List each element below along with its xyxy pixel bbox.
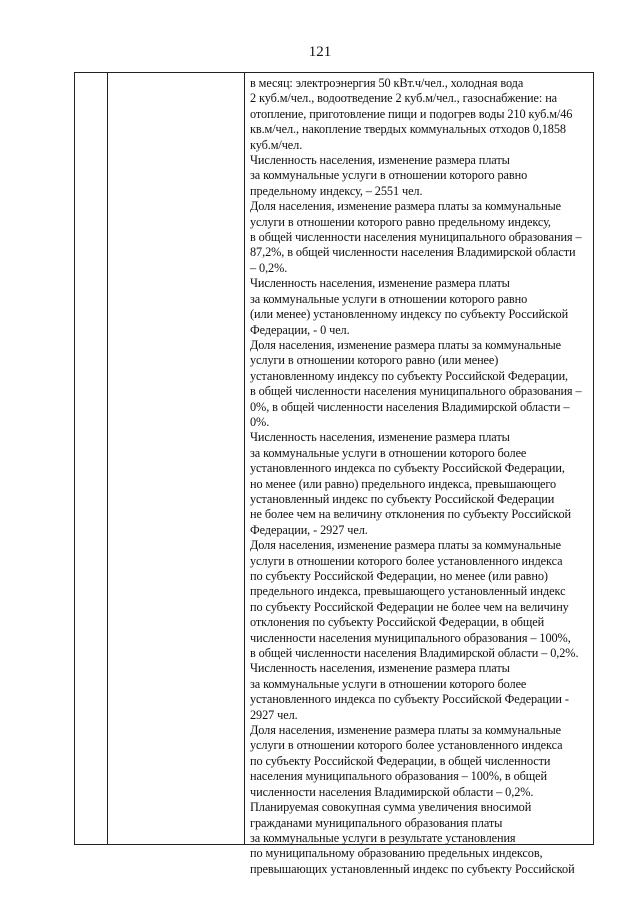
table-column-divider: [107, 73, 108, 844]
text-line: услуги в отношении которого равно предельному индексу,: [250, 214, 551, 229]
text-line: 0%.: [250, 414, 270, 429]
text-line: но менее (или равно) предельного индекса, превышающего: [250, 476, 557, 491]
text-line: за коммунальные услуги в отношении которого более: [250, 445, 527, 460]
text-line: по субъекту Российской Федерации не более чем на величину: [250, 599, 569, 614]
text-line: 2 куб.м/чел., водоотведение 2 куб.м/чел., газоснабжение: на: [250, 91, 558, 106]
table-cell-text: [250, 76, 592, 877]
text-line: Доля населения, изменение размера платы за коммунальные: [250, 723, 561, 738]
text-line: Численность населения, изменение размера платы: [250, 661, 510, 676]
text-line: по субъекту Российской Федерации, но менее (или равно): [250, 569, 548, 583]
text-line: предельного индекса, превышающего установленный индекс: [250, 584, 566, 599]
text-line: численности населения муниципального образования – 100%,: [250, 630, 571, 645]
text-line: Федерации, - 2927 чел.: [250, 522, 368, 537]
text-line: установленного индекса по субъекту Российской Федерации,: [250, 461, 565, 476]
text-line: за коммунальные услуги в отношении которого равно: [250, 168, 528, 183]
text-line: Численность населения, изменение размера платы: [250, 153, 510, 168]
text-line: в общей численности населения муниципального образования –: [250, 230, 582, 245]
text-line: куб.м/чел.: [250, 137, 303, 152]
text-line: за коммунальные услуги в результате установления: [250, 830, 516, 845]
text-line: за коммунальные услуги в отношении которого более: [250, 676, 527, 691]
text-line: Федерации, - 0 чел.: [250, 322, 350, 337]
text-line: Численность населения, изменение размера платы: [250, 430, 510, 445]
text-line: превышающих установленный индекс по субъекту Российской: [250, 861, 575, 876]
text-line: в месяц: электроэнергия 50 кВт.ч/чел., холодная вода: [250, 76, 524, 90]
text-line: за коммунальные услуги в отношении которого равно: [250, 291, 528, 306]
text-line: Доля населения, изменение размера платы за коммунальные: [250, 337, 561, 352]
text-line: (или менее) установленному индексу по субъекту Российской: [250, 307, 569, 322]
text-line: 2927 чел.: [250, 707, 298, 722]
text-line: кв.м/чел., накопление твердых коммунальных отходов 0,1858: [250, 122, 566, 137]
text-line: 87,2%, в общей численности населения Владимирской области: [250, 245, 576, 260]
text-line: услуги в отношении которого более установленного индекса: [250, 738, 563, 753]
text-line: населения муниципального образования – 100%, в общей: [250, 769, 548, 784]
text-line: Доля населения, изменение размера платы за коммунальные: [250, 538, 561, 553]
text-line: установленный индекс по субъекту Российской Федерации: [250, 491, 555, 506]
text-line: Доля населения, изменение размера платы за коммунальные: [250, 199, 561, 214]
text-line: Численность населения, изменение размера платы: [250, 276, 510, 291]
text-line: гражданами муниципального образования платы: [250, 815, 503, 830]
text-line: в общей численности населения Владимирской области – 0,2%.: [250, 646, 579, 661]
text-line: 0%, в общей численности населения Владимирской области –: [250, 399, 570, 414]
table-column-divider: [244, 73, 245, 844]
text-line: в общей численности населения муниципального образования –: [250, 384, 582, 399]
text-line: установленного индекса по субъекту Российской Федерации -: [250, 692, 569, 707]
text-line: не более чем на величину отклонения по субъекту Российской: [250, 507, 572, 522]
text-line: отопление, приготовление пищи и подогрев воды 210 куб.м/46: [250, 106, 573, 121]
text-line: по субъекту Российской Федерации, в общей численности: [250, 753, 551, 768]
document-table: [74, 72, 594, 876]
text-line: услуги в отношении которого равно (или менее): [250, 353, 499, 368]
text-line: установленному индексу по субъекту Российской Федерации,: [250, 368, 569, 383]
text-line: – 0,2%.: [250, 260, 288, 275]
text-line: по муниципальному образованию предельных индексов,: [250, 846, 543, 861]
text-line: услуги в отношении которого более установленного индекса: [250, 553, 563, 568]
text-line: Планируемая совокупная сумма увеличения вносимой: [250, 800, 532, 815]
text-line: отклонения по субъекту Российской Федерации, в общей: [250, 615, 545, 630]
text-line: предельному индексу, – 2551 чел.: [250, 183, 423, 198]
page-number: 121: [308, 44, 332, 60]
text-line: численности населения Владимирской области – 0,2%.: [250, 784, 534, 799]
